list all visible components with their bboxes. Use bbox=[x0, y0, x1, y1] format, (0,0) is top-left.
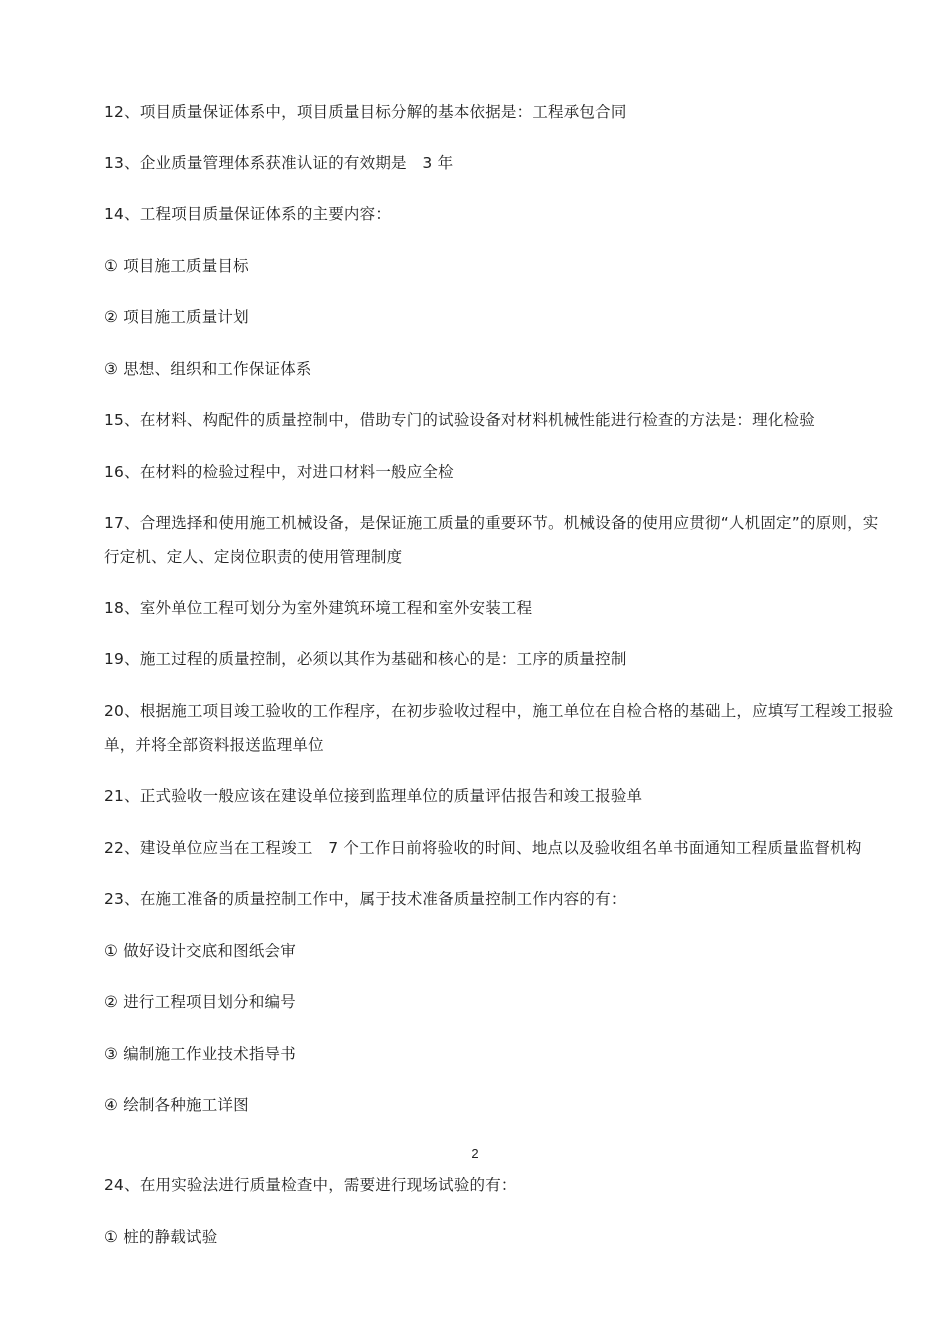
paragraph-23: 23、在施工准备的质量控制工作中，属于技术准备质量控制工作内容的有： bbox=[104, 890, 627, 908]
paragraph-18: 18、室外单位工程可划分为室外建筑环境工程和室外安装工程 bbox=[104, 599, 533, 617]
page-number: 2 bbox=[471, 1146, 479, 1161]
list-item: ③ 编制施工作业技术指导书 bbox=[104, 1045, 296, 1063]
paragraph-21: 21、正式验收一般应该在建设单位接到监理单位的质量评估报告和竣工报验单 bbox=[104, 787, 643, 805]
paragraph-19: 19、施工过程的质量控制，必须以其作为基础和核心的是：工序的质量控制 bbox=[104, 650, 627, 668]
list-item: ④ 绘制各种施工详图 bbox=[104, 1096, 249, 1114]
list-item: ① 桩的静载试验 bbox=[104, 1228, 218, 1246]
list-item: ② 进行工程项目划分和编号 bbox=[104, 993, 296, 1011]
paragraph-14: 14、工程项目质量保证体系的主要内容： bbox=[104, 205, 392, 223]
paragraph-20: 20、根据施工项目竣工验收的工作程序，在初步验收过程中，施工单位在自检合格的基础上，应填写工程竣工报验单，并将全部资料报送监理单位 bbox=[104, 702, 894, 754]
paragraph-17: 17、合理选择和使用施工机械设备，是保证施工质量的重要环节。机械设备的使用应贯彻“人机固定”的原则，实行定机、定人、定岗位职责的使用管理制度 bbox=[104, 514, 879, 566]
list-item: ② 项目施工质量计划 bbox=[104, 308, 249, 326]
paragraph-15: 15、在材料、构配件的质量控制中，借助专门的试验设备对材料机械性能进行检查的方法是：理化检验 bbox=[104, 411, 815, 429]
paragraph-12: 12、项目质量保证体系中，项目质量目标分解的基本依据是：工程承包合同 bbox=[104, 103, 627, 121]
paragraph-22: 22、建设单位应当在工程竣工 7 个工作日前将验收的时间、地点以及验收组名单书面通知工程质量监督机构 bbox=[104, 839, 862, 857]
list-item: ① 项目施工质量目标 bbox=[104, 257, 249, 275]
list-item: ① 做好设计交底和图纸会审 bbox=[104, 942, 296, 960]
list-item: ③ 思想、组织和工作保证体系 bbox=[104, 360, 312, 378]
paragraph-13: 13、企业质量管理体系获准认证的有效期是 3 年 bbox=[104, 154, 454, 172]
paragraph-24: 24、在用实验法进行质量检查中，需要进行现场试验的有： bbox=[104, 1176, 517, 1194]
paragraph-16: 16、在材料的检验过程中，对进口材料一般应全检 bbox=[104, 463, 454, 481]
